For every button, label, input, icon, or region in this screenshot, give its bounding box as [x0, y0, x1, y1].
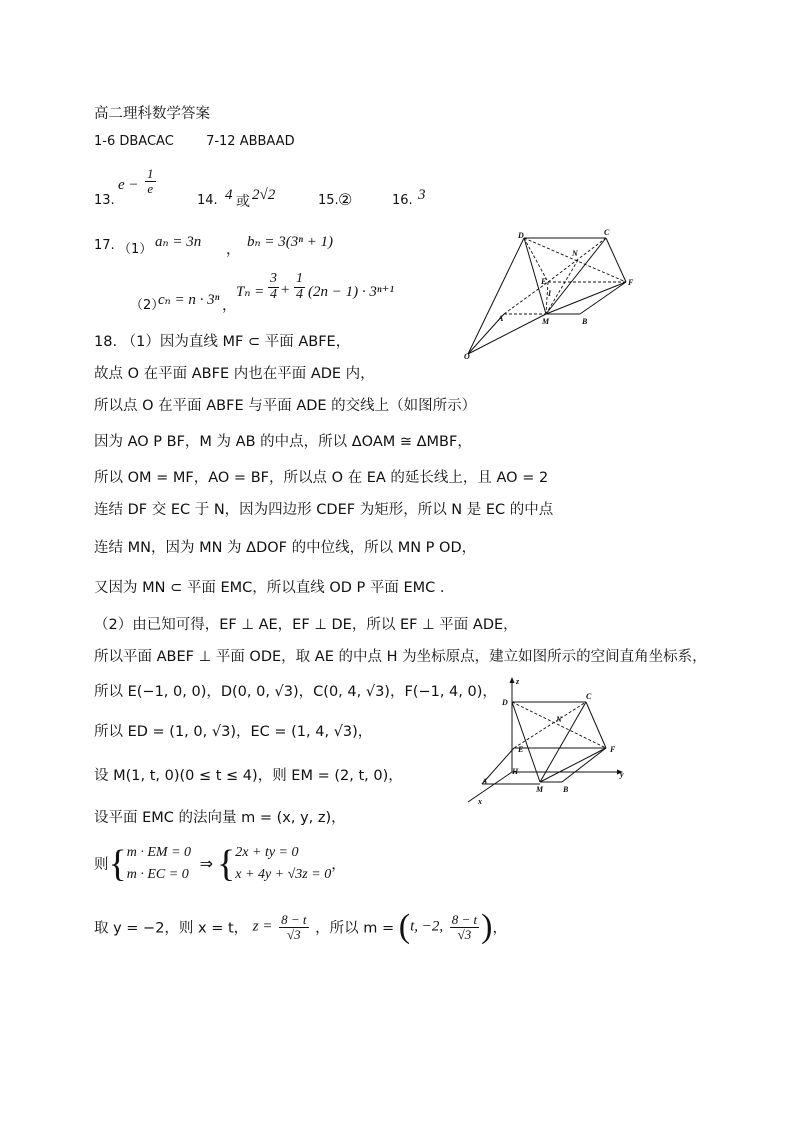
q17-comma2: ，	[222, 298, 237, 314]
q16-number: 16.	[392, 193, 413, 208]
q17-tn-prefix: Tₙ =	[236, 284, 265, 300]
q17-frac1	[268, 272, 279, 302]
system-prefix: 则	[94, 857, 109, 874]
fig2-label-y: y	[620, 770, 624, 779]
fig2-label-b: B	[563, 785, 569, 794]
q15-answer: ②	[338, 190, 353, 209]
figure-1-solid	[462, 226, 642, 362]
answers-1-6: 1-6 DBACAC	[94, 134, 174, 149]
system-left-eq2: m · EC = 0	[126, 866, 189, 882]
q13-fraction-den: e	[147, 180, 154, 196]
q13-fraction-num: 1	[147, 166, 154, 181]
line16-prefix: 取 y = −2，则 x = t，	[94, 920, 249, 937]
paren-open: (	[398, 908, 411, 945]
q17-cn: cₙ = n · 3ⁿ	[158, 292, 220, 308]
right-brace: {	[217, 842, 236, 885]
q17-tn-rest: (2n − 1) · 3ⁿ⁺¹	[308, 284, 395, 300]
fig2-label-c: C	[586, 692, 592, 701]
q17-plus: +	[280, 282, 291, 298]
q18-line-8: 又因为 MN ⊂ 平面 EMC，所以直线 OD P 平面 EMC .	[94, 580, 445, 596]
q17-bn: bₙ = 3(3ⁿ + 1)	[247, 234, 334, 250]
vector-z-den: √3	[457, 926, 472, 942]
q17-comma1: ，	[226, 242, 241, 258]
line16-mid: ，所以 m =	[315, 920, 395, 937]
fig1-label-f: F	[628, 278, 634, 287]
q17-frac1-num: 3	[270, 271, 277, 286]
system-left	[127, 842, 191, 885]
fig2-label-f: F	[610, 745, 616, 754]
q17-frac2	[294, 272, 305, 302]
q14-answer-a: 4	[225, 187, 233, 203]
fig1-label-i: I	[548, 289, 552, 298]
q18-line-11: 所以 E(−1, 0, 0)，D(0, 0, √3)，C(0, 4, √3)，F(−1, 4, 0)，	[94, 684, 497, 700]
q18-line-1: 18. （1）因为直线 MF ⊂ 平面 ABFE，	[94, 334, 351, 350]
fig2-label-x: x	[478, 797, 482, 806]
system-right-eq1: 2x + ty = 0	[235, 845, 299, 860]
z-fraction	[279, 913, 308, 941]
q18-line-4: 因为 AO P BF，M 为 AB 的中点，所以 ΔOAM ≅ ΔMBF，	[94, 434, 472, 450]
figure-2-diagram	[460, 676, 640, 806]
q18-line-9: （2）由已知可得，EF ⊥ AE，EF ⊥ DE，所以 EF ⊥ 平面 ADE，	[94, 617, 518, 633]
fig2-label-n: N	[556, 715, 562, 724]
left-brace: {	[108, 842, 127, 885]
q17-frac2-num: 1	[296, 271, 303, 286]
q18-system-line	[94, 842, 346, 885]
q17-an: aₙ = 3n	[155, 234, 202, 250]
q18-line-2: 故点 O 在平面 ABFE 内也在平面 ADE 内，	[94, 366, 375, 382]
q17-frac2-den: 4	[296, 286, 303, 302]
system-right-eq2: x + 4y + √3z = 0	[235, 866, 332, 882]
z-fraction-num: 8 − t	[281, 911, 307, 927]
q18-line-16	[94, 908, 507, 946]
implies-arrow: ⇒	[199, 854, 214, 874]
q13-number: 13.	[94, 193, 115, 208]
fig2-label-z: z	[516, 677, 520, 686]
line16-suffix: ，	[492, 920, 507, 937]
fig1-label-m: M	[542, 317, 550, 326]
q17-number: 17.	[94, 238, 115, 253]
q14-or: 或	[236, 194, 250, 210]
fig2-label-a: A	[482, 777, 488, 786]
q18-line-7: 连结 MN，因为 MN 为 ΔDOF 的中位线，所以 MN P OD，	[94, 540, 477, 556]
z-fraction-den: √3	[287, 926, 301, 942]
q18-line-6: 连结 DF 交 EC 于 N，因为四边形 CDEF 为矩形，所以 N 是 EC 的中点	[94, 502, 554, 518]
q18-line-12: 所以 ED = (1, 0, √3)，EC = (1, 4, √3)，	[94, 724, 373, 740]
fig1-label-b: B	[582, 317, 588, 326]
fig1-label-n: N	[572, 249, 578, 258]
q16-answer: 3	[418, 187, 426, 203]
fig1-label-c: C	[604, 228, 610, 237]
q18-line-3: 所以点 O 在平面 ABFE 与平面 ADE 的交线上（如图所示）	[94, 398, 477, 414]
paren-close: )	[481, 908, 493, 945]
q15-number: 15.	[318, 193, 339, 208]
page-title: 高二理科数学答案	[94, 106, 210, 122]
q18-line-5: 所以 OM = MF，AO = BF，所以点 O 在 EA 的延长线上，且 AO = 2	[94, 470, 549, 486]
q14-number: 14.	[197, 193, 218, 208]
q13-answer-prefix: e −	[118, 177, 139, 193]
fig2-label-e: E	[518, 745, 524, 754]
vector-z-fraction	[450, 913, 479, 941]
figure-2-coordinates	[460, 676, 640, 806]
fig2-label-h: H	[512, 767, 519, 776]
q17-part1-label: （1）	[118, 242, 153, 257]
system-right	[235, 842, 331, 885]
q14-answer-b: 2√2	[252, 187, 276, 203]
q18-line-14: 设平面 EMC 的法向量 m = (x, y, z)，	[94, 810, 346, 826]
q18-line-10: 所以平面 ABEF ⊥ 平面 ODE，取 AE 的中点 H 为坐标原点，建立如图所示的空间直角坐标系，	[94, 649, 707, 665]
fig1-label-e: E	[541, 277, 547, 286]
q17-part2-label: （2）	[130, 298, 165, 313]
fig1-label-d: D	[518, 231, 524, 240]
system-left-eq1: m · EM = 0	[126, 845, 192, 860]
fig1-label-o: O	[464, 352, 470, 361]
q18-line-13: 设 M(1, t, 0)(0 ≤ t ≤ 4)，则 EM = (2, t, 0)，	[94, 768, 403, 784]
vector-components: t, −2,	[410, 918, 444, 935]
fig1-label-a: A	[498, 314, 504, 323]
answers-row	[94, 134, 295, 149]
system-suffix: ，	[331, 857, 346, 874]
q13-fraction	[145, 167, 156, 195]
fig2-label-d: D	[502, 698, 508, 707]
z-prefix: z =	[252, 918, 273, 935]
answers-7-12: 7-12 ABBAAD	[206, 134, 295, 149]
figure-1-diagram	[462, 226, 642, 362]
vector-z-num: 8 − t	[451, 911, 478, 927]
q17-frac1-den: 4	[270, 286, 277, 302]
fig2-label-m: M	[536, 785, 544, 794]
